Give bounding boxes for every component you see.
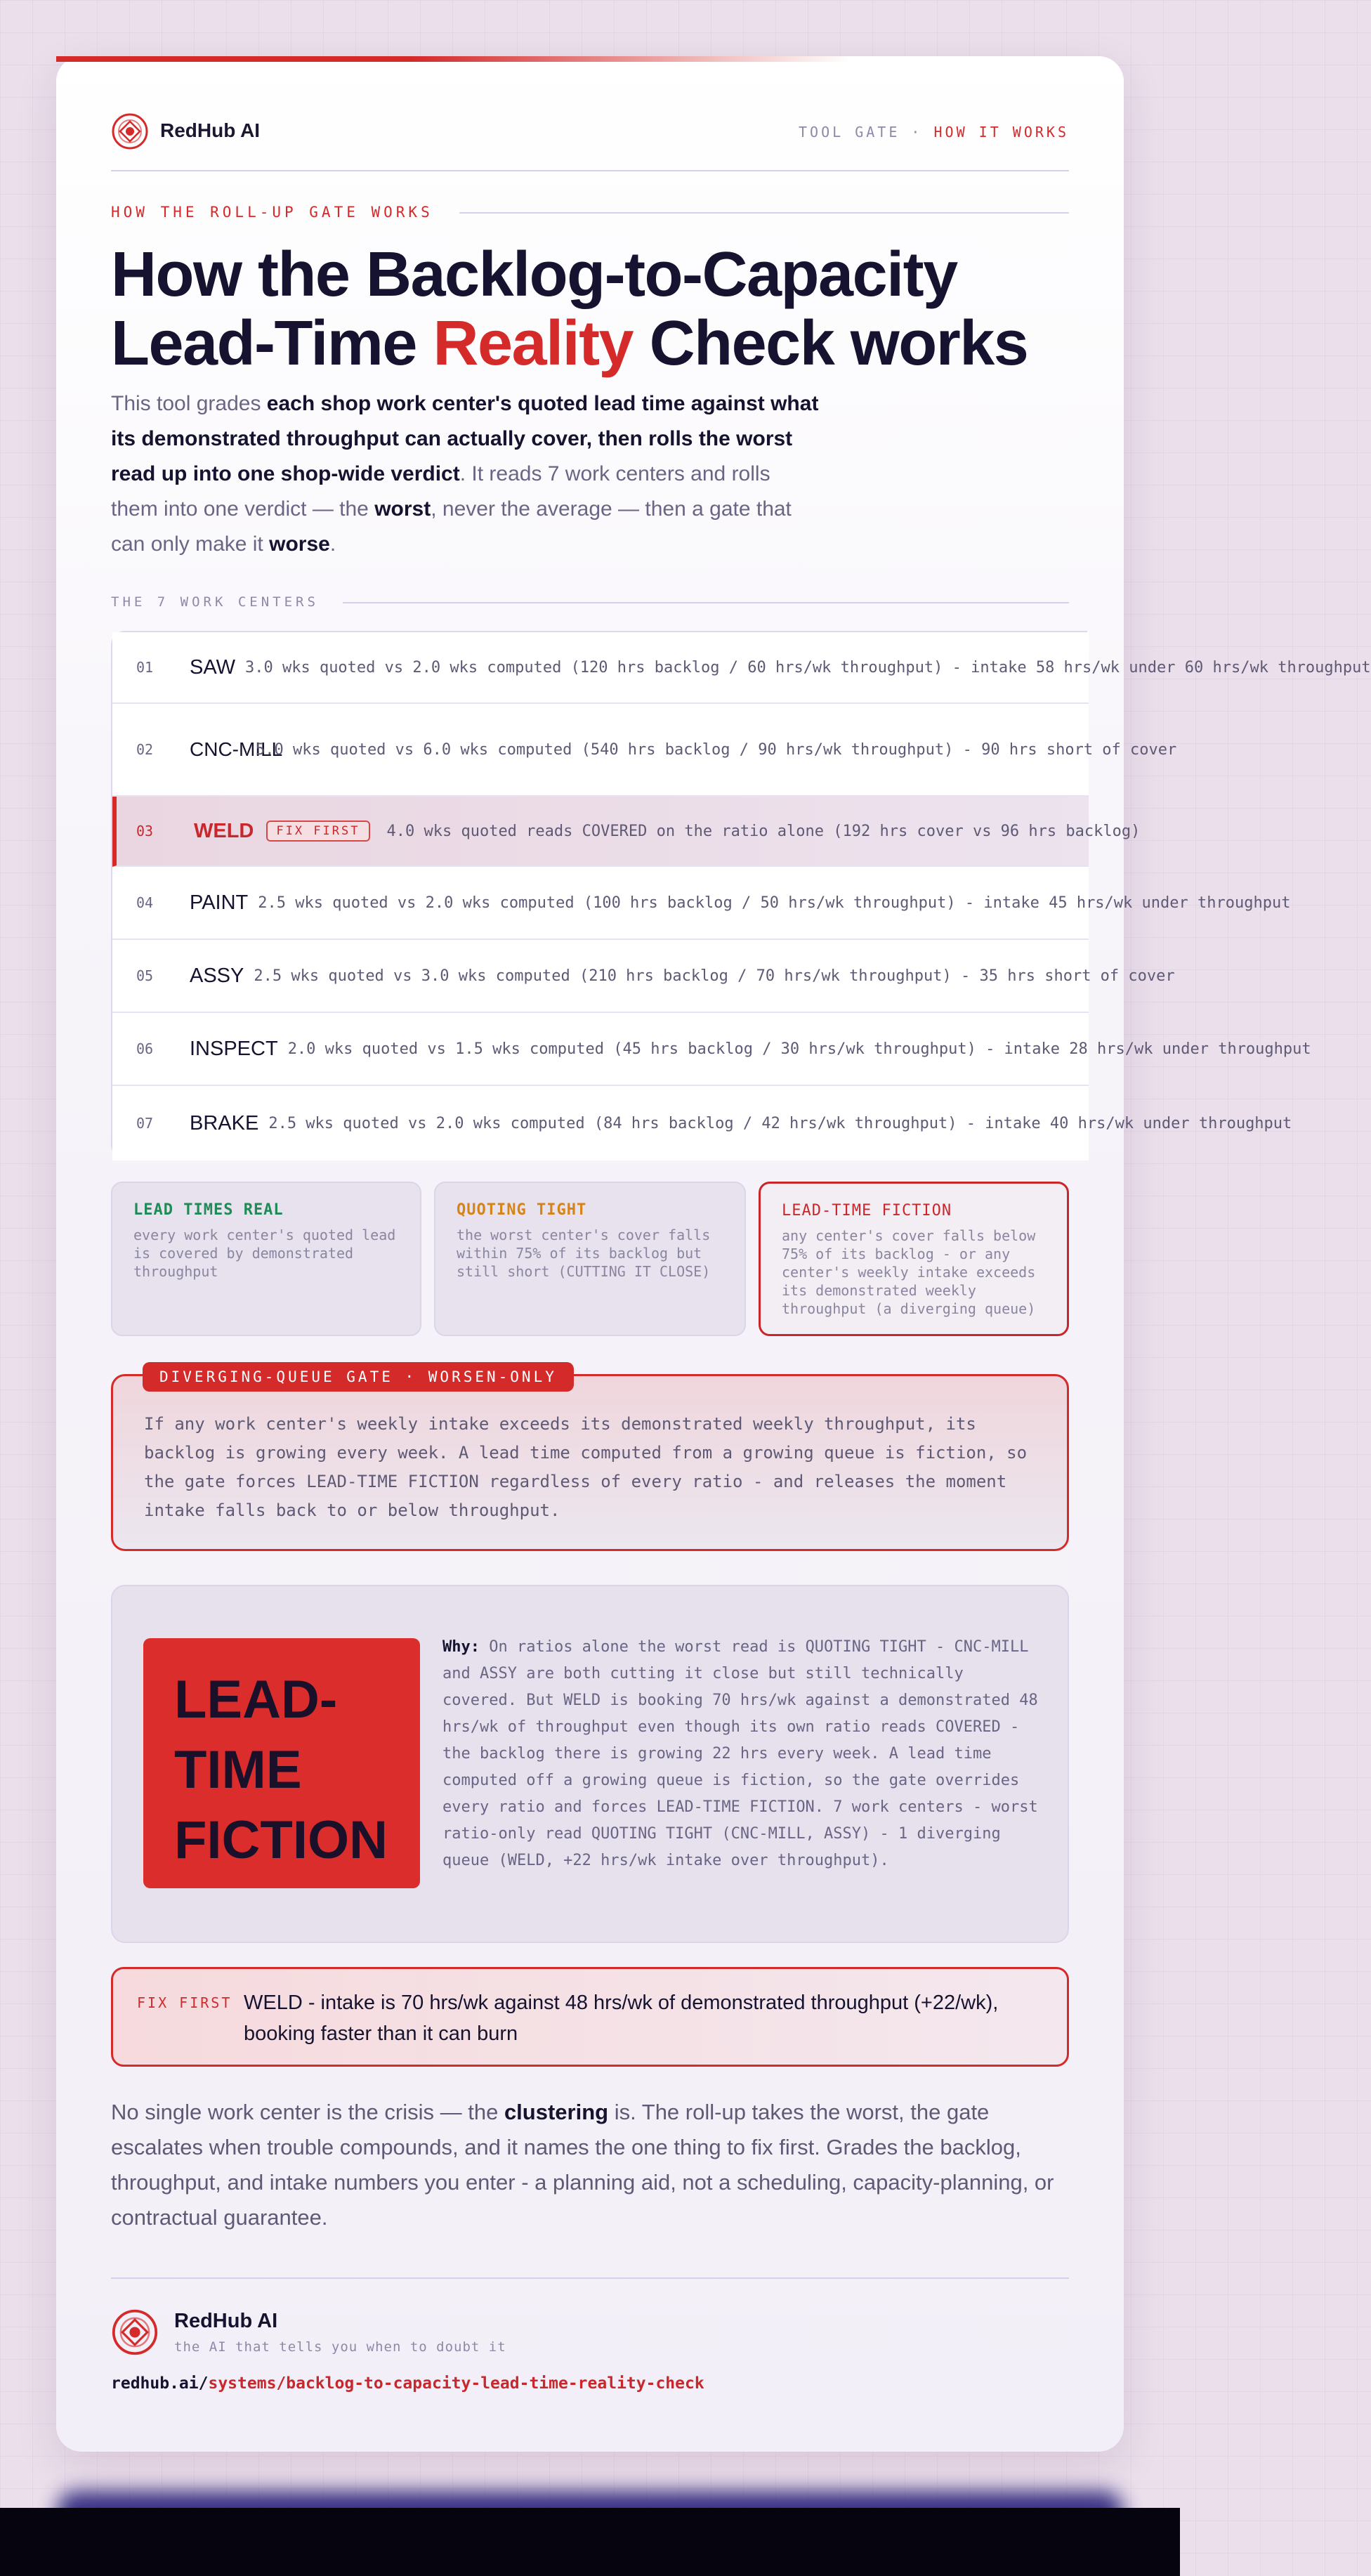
title-line-1: How the Backlog-to-Capacity: [111, 240, 957, 310]
work-center-name: ASSY: [190, 965, 244, 987]
work-center-row[interactable]: [112, 632, 1371, 704]
footer-divider: [111, 2277, 1069, 2279]
verdict-line: FICTION: [174, 1810, 388, 1870]
verdict-description: the worst center's cover falls within 75% of its backlog but still short (CUTTING IT CLOSE): [457, 1227, 711, 1280]
fix-first-callout: [111, 1967, 1069, 2067]
url-path: systems/backlog-to-capacity-lead-time-reality-check: [208, 2374, 704, 2393]
row-number: 06: [136, 1040, 154, 1057]
work-center-name: CNC-MILL: [190, 738, 283, 760]
result-verdict-badge: [143, 1638, 420, 1888]
title-line-2-post: Check works: [633, 308, 1028, 379]
fix-first-label: FIX FIRST: [137, 1994, 232, 2011]
closing-text-2: is. The roll-up takes the worst, the gate escalates when trouble compounds, and it names the one thing to fix first. Grades the backlog, throughput, and intake numbers you enter - a planning aid, not a scheduling, capacity-planning, or contractual guarantee.: [111, 2100, 1054, 2230]
verdict-line: TIME: [174, 1740, 302, 1800]
work-centers-list: [111, 631, 1371, 1159]
work-center-row[interactable]: [112, 867, 1291, 940]
intro-text-3: , never the average — then a gate that can only make it: [111, 497, 792, 556]
work-center-name: INSPECT: [190, 1038, 278, 1060]
footer-tagline: the AI that tells you when to doubt it: [174, 2339, 506, 2355]
work-center-name: SAW: [190, 656, 235, 679]
eyebrow: HOW THE ROLL-UP GATE WORKS: [111, 204, 433, 221]
title-line-2-pre: Lead-Time: [111, 308, 433, 379]
closing-bold: clustering: [504, 2100, 609, 2124]
header-nav: [799, 124, 1069, 140]
work-center-detail: 5.0 wks quoted vs 6.0 wks computed (540 hrs backlog / 90 hrs/wk throughput) - 90 hrs short of cover: [256, 740, 1177, 759]
result-explanation: [442, 1634, 1039, 1874]
fix-first-badge: FIX FIRST: [266, 820, 369, 842]
content-card: [56, 56, 1371, 2452]
eyebrow-row: [111, 204, 1069, 225]
row-number: 04: [136, 894, 154, 911]
verdict-title: QUOTING TIGHT: [457, 1201, 587, 1219]
work-center-detail: 2.5 wks quoted vs 3.0 wks computed (210 hrs backlog / 70 hrs/wk throughput) - 35 hrs short of cover: [254, 967, 1175, 985]
work-center-detail: 2.0 wks quoted vs 1.5 wks computed (45 hrs backlog / 30 hrs/wk throughput) - intake 28 hrs/wk under throughput: [287, 1040, 1311, 1058]
title-highlight: Reality: [433, 308, 634, 379]
eyebrow-divider: [459, 212, 1069, 214]
diverging-queue-gate: [111, 1368, 1069, 1551]
centers-section-label: THE 7 WORK CENTERS: [111, 594, 319, 610]
work-center-row[interactable]: [112, 704, 1177, 797]
centers-divider: [343, 602, 1069, 603]
result-panel: [111, 1585, 1069, 1943]
verdict-title: LEAD-TIME FICTION: [782, 1202, 952, 1220]
fix-first-text: WELD - intake is 70 hrs/wk against 48 hrs/wk of demonstrated throughput (+22/wk), booking faster than it can burn: [244, 1992, 999, 2045]
intro-bold-1: each shop work center's quoted lead time against what its demonstrated throughput can actually cover, then rolls the worst read up into one shop-wide verdict: [111, 392, 819, 485]
intro-bold-2: worst: [374, 497, 431, 521]
footer-brand[interactable]: RedHub AI: [174, 2310, 278, 2332]
nav-prefix[interactable]: TOOL GATE ·: [799, 124, 934, 140]
work-center-name: WELD: [194, 820, 254, 842]
work-center-name: PAINT: [190, 891, 249, 914]
verdict-title: LEAD TIMES REAL: [133, 1201, 284, 1219]
footer-url-link[interactable]: [111, 2374, 704, 2393]
why-label: Why:: [442, 1638, 480, 1656]
work-center-detail: 3.0 wks quoted vs 2.0 wks computed (120 hrs backlog / 60 hrs/wk throughput) - intake 58 hrs/wk under 60 hrs/wk throughput: [244, 658, 1371, 676]
intro-text-4: .: [329, 532, 336, 556]
nav-current[interactable]: HOW IT WORKS: [933, 124, 1069, 140]
closing-paragraph: [111, 2095, 1069, 2235]
work-center-detail: 2.5 wks quoted vs 2.0 wks computed (84 hrs backlog / 42 hrs/wk throughput) - intake 40 hrs/wk under throughput: [268, 1114, 1292, 1132]
verdict-line: LEAD-: [174, 1670, 338, 1730]
redhub-logo-icon[interactable]: [111, 112, 149, 150]
centers-section-label-row: [111, 594, 1069, 611]
gate-description: If any work center's weekly intake exceeds its demonstrated weekly throughput, its backlog is growing every week. A lead time computed from a growing queue is fiction, so the gate forces LEAD-TIME FICTION regardless of every ratio - and releases the moment intake falls back to or below throughput.: [144, 1414, 1028, 1520]
why-text: On ratios alone the worst read is QUOTING TIGHT - CNC-MILL and ASSY are both cutting it close but still technically covered. But WELD is booking 70 hrs/wk against a demonstrated 48 hrs/wk of throughput even though its own ratio reads COVERED - the backlog there is growing 22 hrs every week. A lead time computed off a growing queue is fiction, so the gate overrides every ratio and forces LEAD-TIME FICTION. 7 work centers - worst ratio-only read QUOTING TIGHT (CNC-MILL, ASSY) - 1 diverging queue (WELD, +22 hrs/wk intake over throughput).: [442, 1638, 1038, 1869]
row-number: 05: [136, 967, 154, 984]
verdict-card-fiction: [759, 1182, 1069, 1336]
verdict-card-tight: [434, 1182, 746, 1336]
row-number: 03: [136, 823, 154, 839]
url-host: redhub.ai/: [111, 2374, 209, 2393]
closing-text-1: No single work center is the crisis — the: [111, 2100, 504, 2124]
row-number: 01: [136, 659, 154, 676]
verdict-card-real: [111, 1182, 421, 1336]
page-title: [111, 240, 1080, 378]
verdict-description: any center's cover falls below 75% of its backlog - or any center's weekly intake exceeds its demonstrated weekly throughput (a diverging queue): [782, 1227, 1036, 1317]
work-center-detail: 4.0 wks quoted reads COVERED on the ratio alone (192 hrs cover vs 96 hrs backlog): [386, 822, 1141, 840]
brand-name[interactable]: RedHub AI: [160, 119, 261, 141]
intro-bold-3: worse: [269, 532, 330, 556]
intro-text-1: This tool grades: [111, 392, 267, 415]
header: [111, 107, 1069, 171]
work-center-row[interactable]: [112, 1086, 1292, 1160]
work-center-row[interactable]: [112, 940, 1175, 1013]
work-center-row-highlighted[interactable]: [112, 797, 1141, 867]
row-number: 07: [136, 1115, 154, 1132]
row-number: 02: [136, 741, 154, 758]
intro-paragraph: [111, 386, 820, 562]
gate-tag: DIVERGING-QUEUE GATE · WORSEN-ONLY: [143, 1362, 574, 1392]
intro-text-2: . It reads 7 work centers and rolls them into one verdict — the: [111, 462, 770, 521]
bottom-bar: [0, 2508, 1180, 2576]
work-center-name: BRAKE: [190, 1112, 259, 1135]
work-center-row[interactable]: [112, 1013, 1311, 1086]
work-center-detail: 2.5 wks quoted vs 2.0 wks computed (100 hrs backlog / 50 hrs/wk throughput) - intake 45 hrs/wk under throughput: [258, 894, 1291, 912]
verdict-description: every work center's quoted lead is covered by demonstrated throughput: [133, 1227, 396, 1280]
redhub-logo-icon[interactable]: [111, 2308, 159, 2356]
accent-line: [56, 56, 850, 62]
